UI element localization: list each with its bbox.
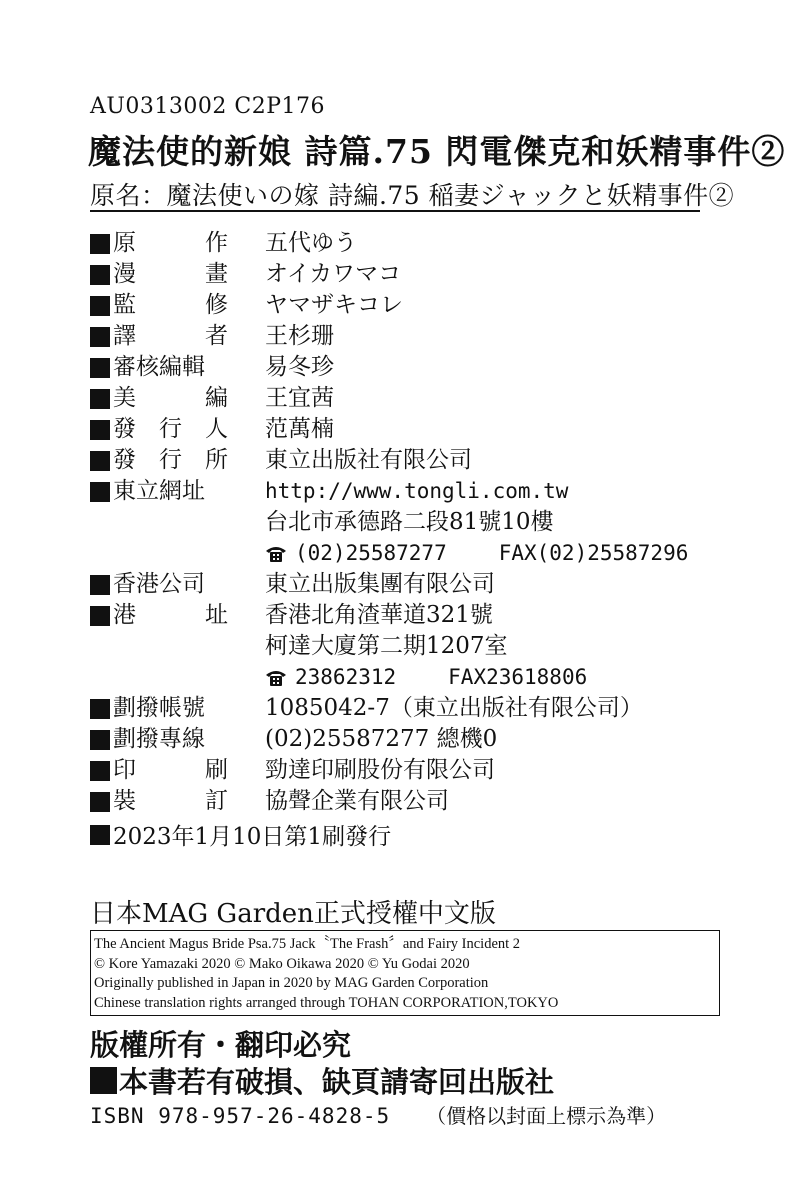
credit-value: 東立出版社有限公司 — [265, 447, 472, 473]
credit-label: 港址 — [113, 602, 228, 628]
credit-label: 審核編輯 — [113, 354, 205, 380]
credit-label: 劃撥專線 — [113, 726, 205, 752]
price-note: （價格以封面上標示為準） — [426, 1104, 667, 1128]
credit-label: 美編 — [113, 385, 228, 411]
publication-date-line — [90, 818, 391, 851]
credit-label: 譯者 — [113, 323, 228, 349]
credit-row-original-author — [90, 228, 688, 259]
credit-row-publisher — [90, 414, 688, 445]
credit-row-art-editor — [90, 383, 688, 414]
credit-label: 劃撥帳號 — [113, 695, 205, 721]
credit-row-transfer-line — [90, 724, 688, 755]
credit-row-transfer-account — [90, 693, 688, 724]
credit-row-hk-company — [90, 569, 688, 600]
credit-value: (02)25587277 總機0 — [265, 726, 498, 752]
credit-row-review-editor — [90, 352, 688, 383]
copyright-line: Originally published in Japan in 2020 by MAG Garden Corporation — [94, 975, 489, 991]
credit-row-hk-address — [90, 600, 688, 631]
credit-row-binding — [90, 786, 688, 817]
fax-number: FAX(02)25587296 — [498, 541, 689, 565]
bullet-square — [90, 296, 110, 316]
damage-notice: 本書若有破損、缺頁請寄回出版社 — [119, 1065, 555, 1099]
copyright-line: Chinese translation rights arranged through TOHAN CORPORATION,TOKYO — [94, 994, 559, 1011]
title-underline — [90, 210, 700, 212]
credit-value: ヤマザキコレ — [265, 292, 403, 318]
credit-label: 發行人 — [113, 416, 228, 442]
website-link[interactable]: http://www.tongli.com.tw — [265, 479, 569, 503]
bullet-square — [90, 575, 110, 595]
credit-row-translator — [90, 321, 688, 352]
hk-fax-number: FAX23618806 — [448, 665, 588, 689]
credit-label: 裝訂 — [113, 788, 228, 814]
original-title: 原名：魔法使いの嫁 詩編.75 稲妻ジャックと妖精事件② — [90, 181, 735, 210]
copyright-box — [90, 930, 720, 1016]
damage-notice-line — [90, 1060, 554, 1101]
credit-value: 五代ゆう — [265, 230, 357, 256]
telephone-icon — [265, 545, 287, 563]
bullet-square — [90, 358, 110, 378]
credit-label: 監修 — [113, 292, 228, 318]
authorization-statement: 日本MAG Garden正式授權中文版 — [90, 899, 496, 929]
credit-value: オイカワマコ — [265, 261, 402, 287]
credit-value: 勁達印刷股份有限公司 — [265, 757, 495, 783]
credit-value: 東立出版集團有限公司 — [265, 571, 495, 597]
bullet-square — [90, 389, 110, 409]
credit-row-contact — [90, 538, 688, 569]
bullet-square — [90, 1067, 117, 1094]
credit-label: 香港公司 — [113, 571, 205, 597]
credit-value: 香港北角渣華道321號 — [265, 602, 493, 628]
credit-row-hk-contact — [90, 662, 688, 693]
rights-reserved: 版權所有・翻印必究 — [90, 1028, 352, 1062]
bullet-square — [90, 825, 110, 845]
hk-phone-number: 23862312 — [295, 665, 397, 689]
credit-label: 原作 — [113, 230, 228, 256]
credit-label: 漫畫 — [113, 261, 228, 287]
bullet-square — [90, 234, 110, 254]
credit-row-hk-address-2 — [90, 631, 688, 662]
bullet-square — [90, 792, 110, 812]
credit-row-website — [90, 476, 688, 507]
bullet-square — [90, 451, 110, 471]
credit-value: 協聲企業有限公司 — [265, 788, 449, 814]
bullet-square — [90, 482, 110, 502]
copyright-line: The Ancient Magus Bride Psa.75 Jack〝The Frash〞and Fairy Incident 2 — [94, 936, 521, 952]
bullet-square — [90, 265, 110, 285]
credit-label: 印刷 — [113, 757, 228, 783]
bullet-square — [90, 327, 110, 347]
bullet-square — [90, 761, 110, 781]
bullet-square — [90, 420, 110, 440]
credit-value: 范萬楠 — [265, 416, 334, 442]
book-title: 魔法使的新娘 詩篇.75 閃電傑克和妖精事件② — [88, 132, 786, 171]
copyright-line: © Kore Yamazaki 2020 © Mako Oikawa 2020 © Yu Godai 2020 — [94, 955, 470, 972]
isbn: ISBN 978-957-26-4828-5 — [90, 1104, 391, 1128]
credit-value: 王宜茜 — [265, 385, 334, 411]
phone-number: (02)25587277 — [295, 541, 447, 565]
credit-row-supervisor — [90, 290, 688, 321]
bullet-square — [90, 606, 110, 626]
product-code: AU0313002 C2P176 — [90, 94, 326, 119]
credit-row-address — [90, 507, 688, 538]
credit-row-publishing-house — [90, 445, 688, 476]
isbn-line — [90, 1100, 666, 1129]
telephone-icon — [265, 669, 287, 687]
credit-value: 1085042-7（東立出版社有限公司） — [265, 695, 643, 721]
bullet-square — [90, 730, 110, 750]
credit-row-manga — [90, 259, 688, 290]
credits-block — [90, 228, 688, 817]
credit-value: 王杉珊 — [265, 323, 334, 349]
bullet-square — [90, 699, 110, 719]
credit-value: 台北市承德路二段81號10樓 — [265, 509, 554, 535]
credit-value: 柯達大廈第二期1207室 — [265, 633, 508, 659]
credit-label: 發行所 — [113, 447, 228, 473]
credit-row-printing — [90, 755, 688, 786]
publication-date: 2023年1月10日第1刷發行 — [113, 824, 392, 850]
credit-value: 易冬珍 — [265, 354, 334, 380]
credit-label: 東立網址 — [113, 478, 205, 504]
